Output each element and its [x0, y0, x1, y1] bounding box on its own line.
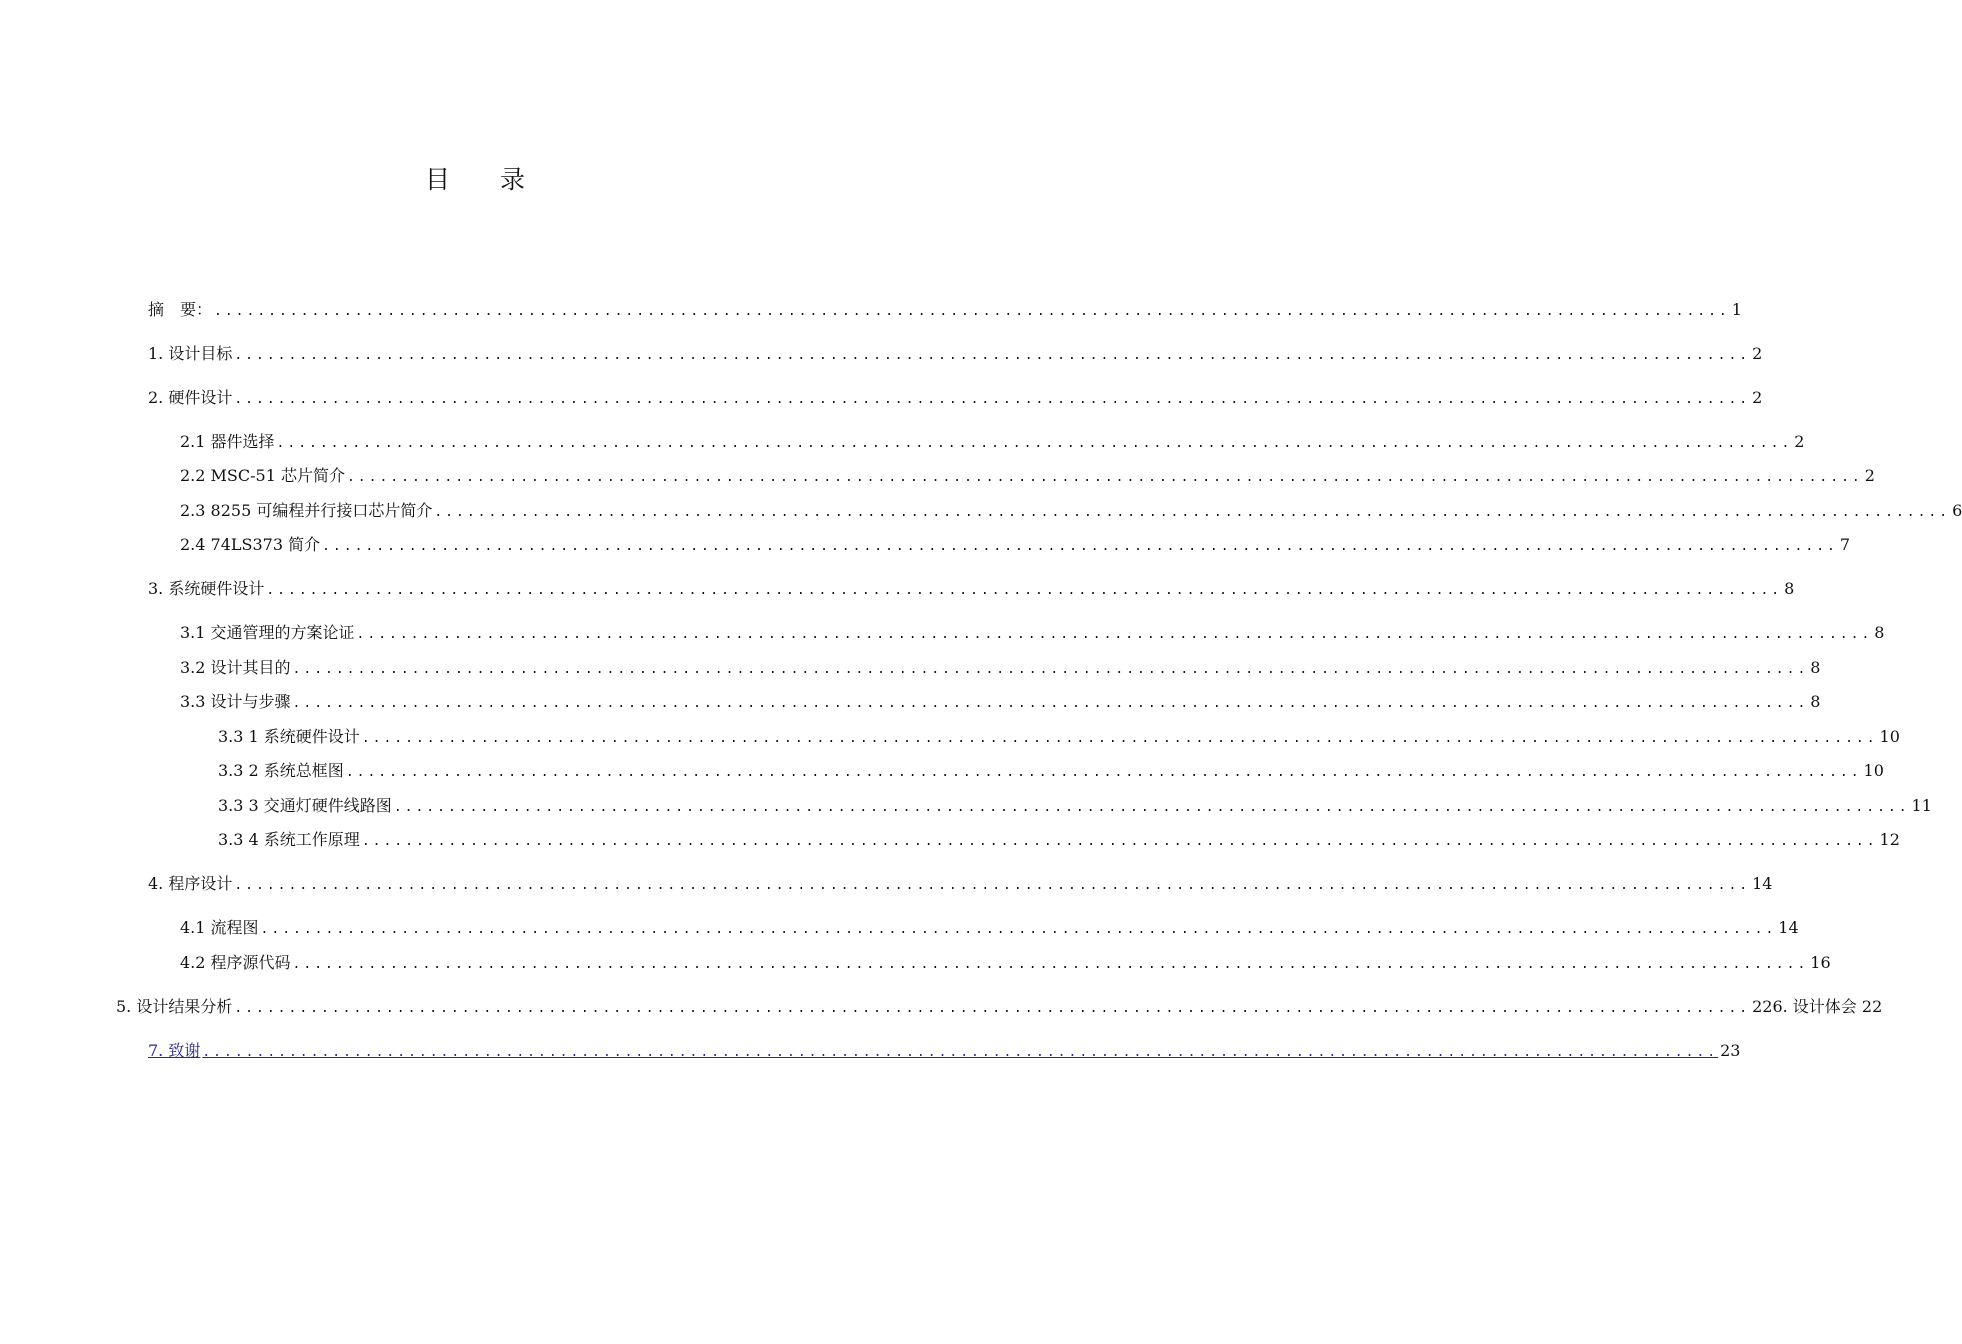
dot-leader: ............................................................................................................................................: [361, 834, 1878, 849]
toc-entry-label: 7. 致谢: [148, 1041, 201, 1060]
toc-entry-page: 14: [1778, 918, 1799, 937]
toc-entry-label: 2. 硬件设计: [148, 388, 233, 407]
toc-entry-page: 2: [1794, 432, 1805, 451]
toc-entry-page: 2: [1864, 466, 1875, 485]
toc-entry-page: 8: [1874, 623, 1885, 642]
toc-entry-4-1[interactable]: [180, 917, 1799, 939]
toc-entry-label: 3.2 设计其目的: [180, 658, 291, 677]
toc-entry-page: 23: [1720, 1041, 1741, 1060]
toc-entry-3-3[interactable]: [180, 691, 1821, 713]
toc-entry-3-2[interactable]: [180, 657, 1821, 679]
toc-entry-page: 8: [1784, 579, 1795, 598]
toc-entry-3-3-3[interactable]: [218, 795, 1932, 817]
dot-leader: ............................................................................................................................................: [260, 922, 1777, 937]
dot-leader: ............................................................................................................................................: [292, 662, 1809, 677]
toc-entry-page: 8: [1810, 658, 1821, 677]
toc-entry-label: 3.3 1 系统硬件设计: [218, 727, 360, 746]
toc-entry-page: 12: [1879, 830, 1900, 849]
toc-entry-2[interactable]: [148, 387, 1763, 409]
dot-leader: ............................................................................................................................................: [292, 696, 1809, 711]
toc-entry-page: 14: [1752, 874, 1773, 893]
dot-leader: ............................................................................................................................................: [393, 800, 1910, 815]
toc-entry-page: 10: [1863, 761, 1884, 780]
dot-leader: ............................................................................................................................................: [202, 1045, 1719, 1060]
toc-entry-3-3-2[interactable]: [218, 760, 1884, 782]
toc-entry-label: 2.4 74LS373 简介: [180, 535, 321, 554]
toc-entry-2-1[interactable]: [180, 431, 1805, 453]
toc-entry-label: 摘 要：: [148, 300, 213, 319]
toc-entry-label: 5. 设计结果分析: [116, 997, 233, 1016]
dot-leader: ............................................................................................................................................: [234, 878, 1751, 893]
toc-entry-3[interactable]: [148, 578, 1795, 600]
toc-entry-label: 2.2 MSC-51 芯片简介: [180, 466, 345, 485]
toc-entry-2-4[interactable]: [180, 534, 1851, 556]
toc-entry-label: 1. 设计目标: [148, 344, 233, 363]
toc-entry-page: 11: [1911, 796, 1932, 815]
dot-leader: ............................................................................................................................................: [361, 731, 1878, 746]
dot-leader: ............................................................................................................................................: [234, 1001, 1751, 1016]
toc-entry-7-link[interactable]: [148, 1040, 1741, 1062]
toc-entry-5[interactable]: [116, 996, 1883, 1018]
toc-entry-label: 2.3 8255 可编程并行接口芯片简介: [180, 501, 433, 520]
toc-entry-label: 3. 系统硬件设计: [148, 579, 265, 598]
toc-entry-2-2[interactable]: [180, 465, 1875, 487]
toc-entry-page: 7: [1839, 535, 1851, 554]
toc-entry-label: 4.1 流程图: [180, 918, 259, 937]
dot-leader: ............................................................................................................................................: [234, 392, 1751, 407]
toc-entry-label: 4.2 程序源代码: [180, 953, 291, 972]
toc-entry-abstract[interactable]: [148, 299, 1742, 321]
dot-leader: ............................................................................................................................................: [346, 470, 1863, 485]
toc-entry-3-3-4[interactable]: [218, 829, 1900, 851]
toc-entry-page: 1: [1731, 300, 1742, 319]
toc-entry-page: 10: [1879, 727, 1900, 746]
page-title: 目录: [424, 165, 575, 194]
toc-entry-page: 226. 设计体会 22: [1752, 997, 1883, 1016]
toc-entry-label: 4. 程序设计: [148, 874, 233, 893]
toc-entry-4[interactable]: [148, 873, 1773, 895]
toc-entry-page: 8: [1810, 692, 1821, 711]
toc-entry-label: 3.3 3 交通灯硬件线路图: [218, 796, 392, 815]
toc-entry-page: 2: [1752, 344, 1763, 363]
dot-leader: ............................................................................................................................................: [322, 539, 1838, 554]
toc-entry-label: 3.3 4 系统工作原理: [218, 830, 360, 849]
dot-leader: ............................................................................................................................................: [276, 436, 1793, 451]
toc-entry-label: 3.3 设计与步骤: [180, 692, 291, 711]
dot-leader: ............................................................................................................................................: [345, 765, 1862, 780]
toc-entry-2-3[interactable]: [180, 500, 1962, 522]
toc-entry-page: 2: [1752, 388, 1763, 407]
dot-leader: ............................................................................................................................................: [214, 304, 1730, 319]
dot-leader: ............................................................................................................................................: [292, 957, 1809, 972]
toc-entry-label: 3.1 交通管理的方案论证: [180, 623, 355, 642]
dot-leader: ............................................................................................................................................: [266, 583, 1783, 598]
dot-leader: ............................................................................................................................................: [356, 627, 1873, 642]
toc-entry-label: 3.3 2 系统总框图: [218, 761, 344, 780]
toc-entry-3-3-1[interactable]: [218, 726, 1900, 748]
toc-entry-page: 6: [1952, 501, 1962, 520]
toc-entry-3-1[interactable]: [180, 622, 1885, 644]
dot-leader: ............................................................................................................................................: [234, 348, 1751, 363]
toc-entry-4-2[interactable]: [180, 952, 1831, 974]
dot-leader: ............................................................................................................................................: [434, 505, 1951, 520]
toc-entry-1[interactable]: [148, 343, 1763, 365]
toc-entry-label: 2.1 器件选择: [180, 432, 275, 451]
toc-entry-page: 16: [1810, 953, 1831, 972]
